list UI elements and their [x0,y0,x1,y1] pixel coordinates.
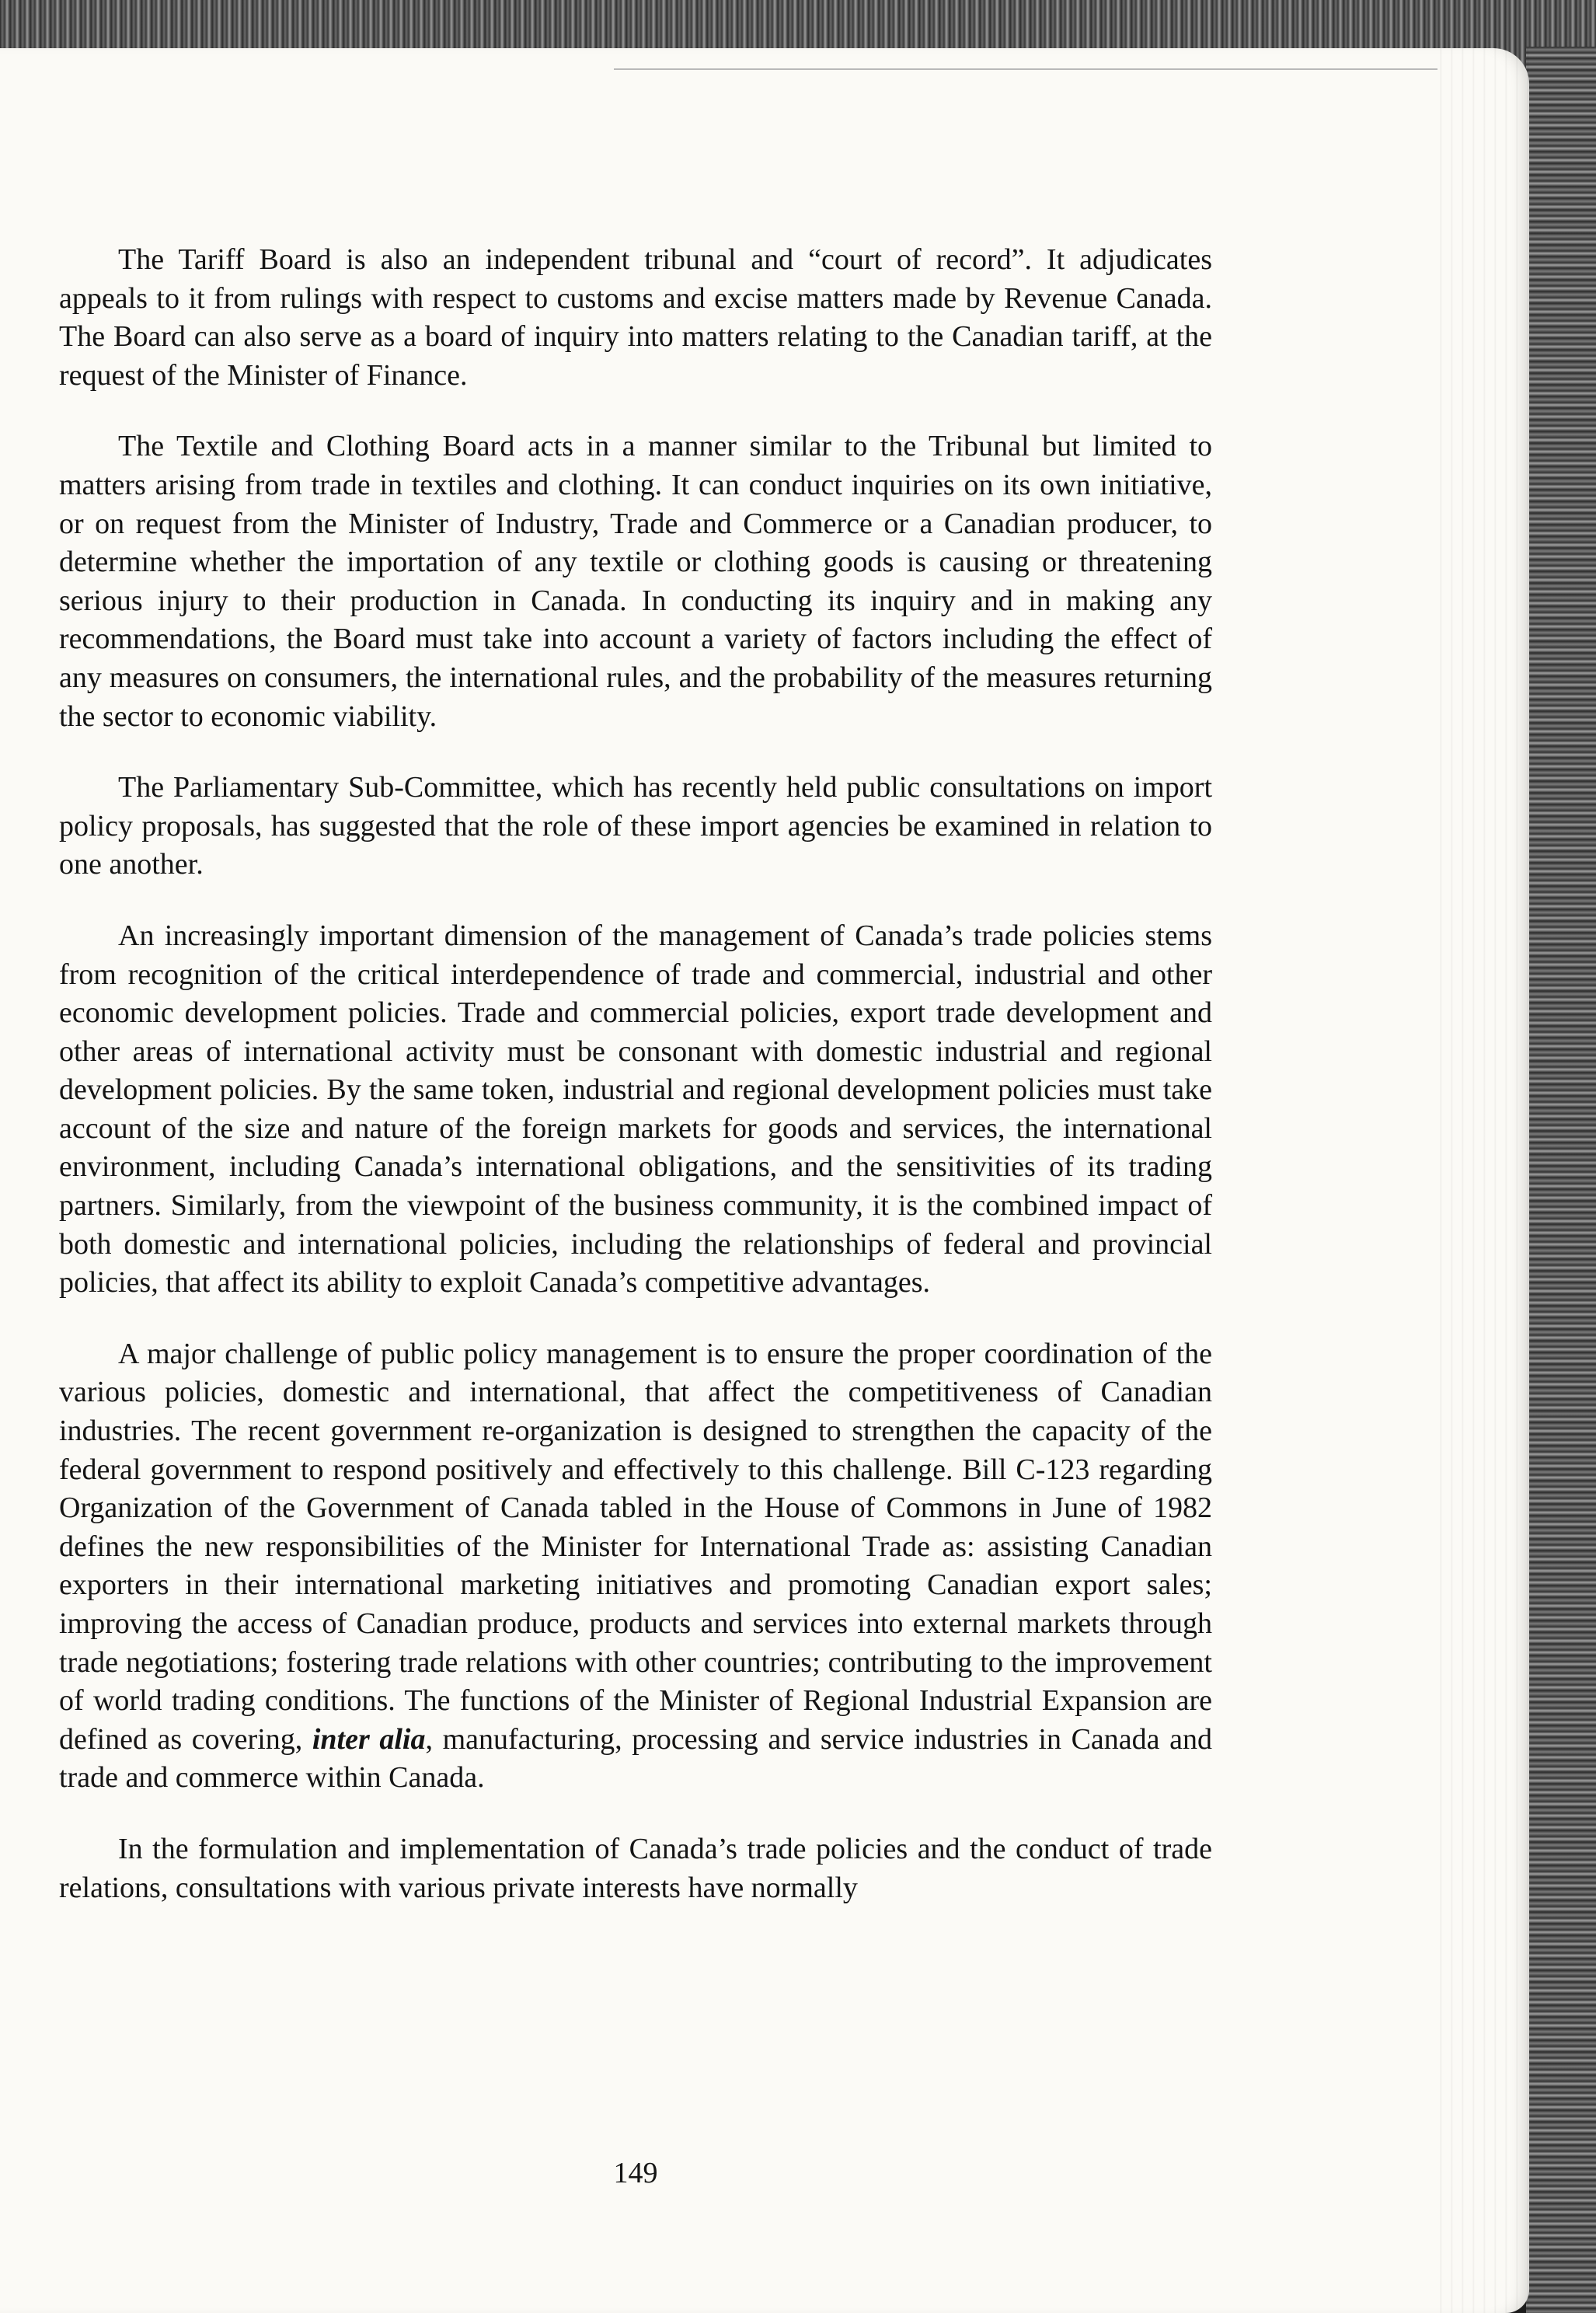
document-page [0,48,1529,2313]
inter-alia-emphasis: inter alia [312,1722,426,1756]
paragraph-policy-coordination [59,1335,1212,1798]
paragraph-tariff-board: The Tariff Board is also an independent tribunal and “court of record”. It adjudicates appeals to it from rulings with respect to customs and excise matters made by Revenue Canada. The Board can also serve as a board of inquiry into matters relating to the Canadian tariff, at the request of the Minister of Finance. [59,243,1212,392]
paragraph-textile-clothing-board: The Textile and Clothing Board acts in a manner similar to the Tribunal but limited to matters arising from trade in textiles and clothing. It can conduct inquiries on its own initiative, or on request from the Minister of Industry, Trade and Commerce or a Canadian producer, to determine whether the importation of any textile or clothing goods is causing or threatening serious injury to their production in Canada. In conducting its inquiry and in making any recommendations, the Board must take into account a variety of factors including the effect of any measures on consumers, the international rules, and the probability of the measures returning the sector to economic viability. [59,430,1212,733]
paragraph-trade-policy-dimension: An increasingly important dimension of the management of Canada’s trade policies stems from recognition of the critical interdependence of trade and commercial, industrial and other economic development policies. Trade and commercial policies, export trade development and other areas of international activity must be consonant with domestic industrial and regional development policies. By the same token, industrial and regional development policies must take account of the size and nature of the foreign markets for goods and services, the international environment, including Canada’s international obligations, and the sensitivities of its trading partners. Similarly, from the viewpoint of the business community, it is the combined impact of both domestic and international policies, including the relationships of federal and provincial policies, that affect its ability to exploit Canada’s competitive advantages. [59,919,1212,1300]
page-number: 149 [613,2157,658,2189]
page-curl-shading [1431,48,1529,2313]
scan-right-edge [1526,47,1596,2313]
paragraph-policy-coordination-part1: A major challenge of public policy management is to ensure the proper coordination of the various policies, domestic and international, that affect the competitiveness of Canadian industries. The recent government re-organization is designed to strengthen the capacity of the federal government to respond positively and effectively to this challenge. Bill C-123 regarding Organization of the Government of Canada tabled in the House of Commons in June of 1982 defines the new responsibilities of the Minister for International Trade as: assisting Canadian exporters in their international marketing initiatives and promoting Canadian export sales; improving the access of Canadian produce, products and services into external markets through trade negotiations; fostering trade relations with other countries; contributing to the improvement of world trading conditions. The functions of the Minister of Regional Industrial Expansion are defined as covering, [59,1337,1212,1756]
body-text [59,241,1212,1940]
paragraph-consultations: In the formulation and implementation of Canada’s trade policies and the conduct of trade relations, consultations with various private interests have normally [59,1832,1212,1904]
paragraph-policy-coordination-part2: , manufacturing, processing and service industries in Canada and trade and commerce within Canada. [59,1722,1212,1795]
top-rule-line [614,68,1437,70]
paragraph-parliamentary-sub-committee: The Parliamentary Sub-Committee, which has recently held public consultations on import policy proposals, has suggested that the role of these import agencies be examined in relation to one another. [59,771,1212,881]
